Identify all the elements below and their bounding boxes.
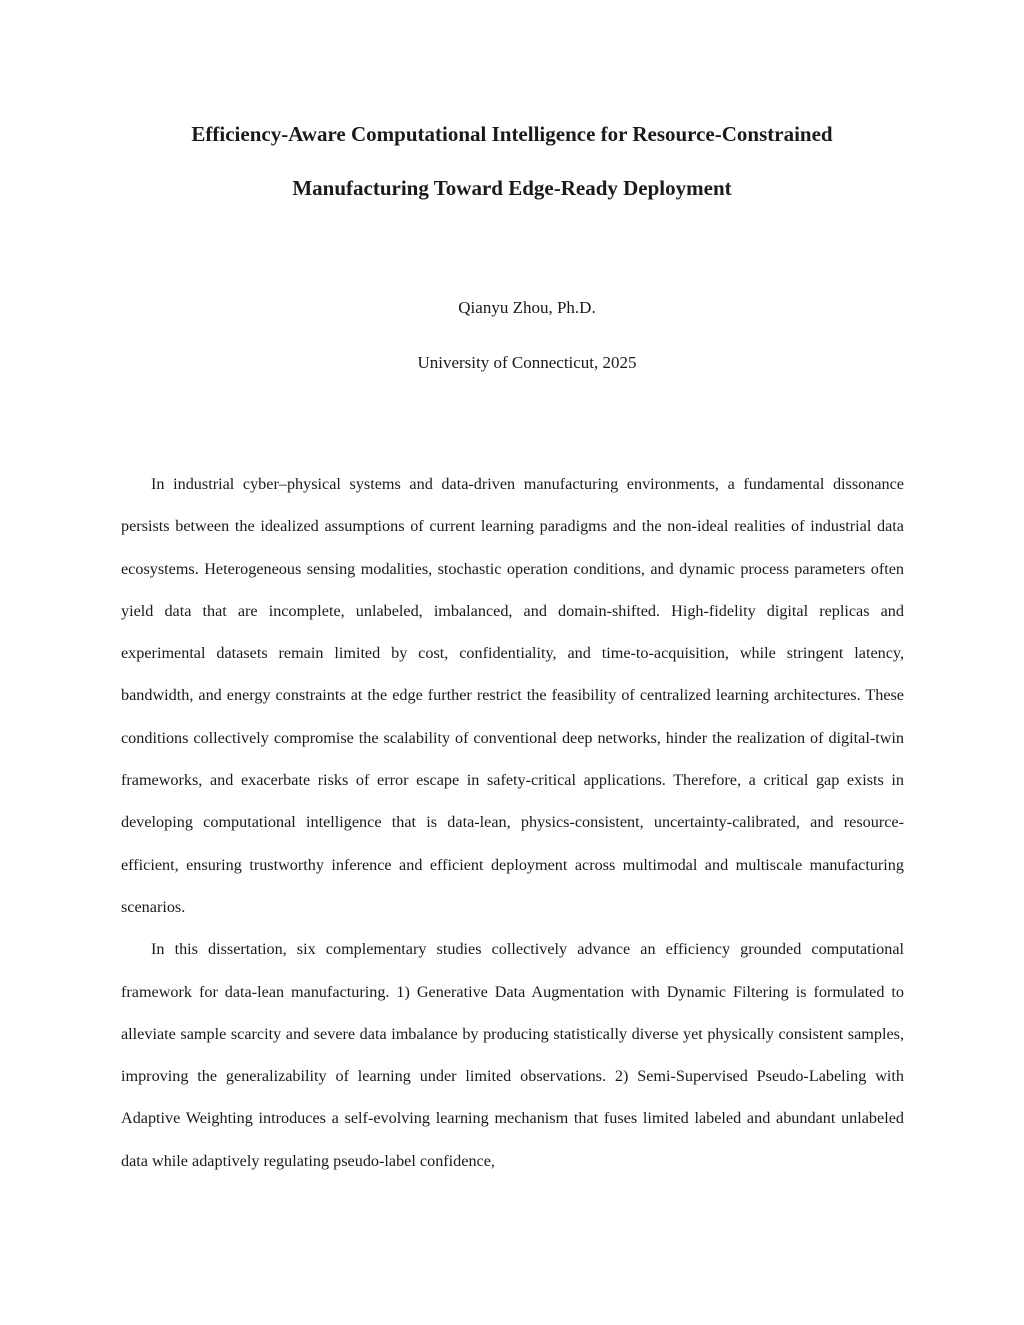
abstract-body [121, 463, 904, 1182]
affiliation: University of Connecticut, 2025 [417, 353, 637, 372]
paragraph-2: In this dissertation, six complementary studies collectively advance an efficiency grounded computational framework for data-lean manufacturing. 1) Generative Data Augmentation with Dynamic Filtering is formulated to alleviate sample scarcity and severe data imbalance by producing statistically diverse yet physically consistent samples, improving the generalizability of learning under limited observations. 2) Semi-Supervised Pseudo-Labeling with Adaptive Weighting introduces a self-evolving learning mechanism that fuses limited labeled and abundant unlabeled data while adaptively regulating pseudo-label confidence, [121, 940, 904, 1170]
paragraph-1: In industrial cyber–physical systems and data-driven manufacturing environments, a fundamental dissonance persists between the idealized assumptions of current learning paradigms and the non-ideal realities of industrial data ecosystems. Heterogeneous sensing modalities, stochastic operation conditions, and dynamic process parameters often yield data that are incomplete, unlabeled, imbalanced, and domain-shifted. High-fidelity digital replicas and experimental datasets remain limited by cost, confidentiality, and time-to-acquisition, while stringent latency, bandwidth, and energy constraints at the edge further restrict the feasibility of centralized learning architectures. These conditions collectively compromise the scalability of conventional deep networks, hinder the realization of digital-twin frameworks, and exacerbate risks of error escape in safety-critical applications. Therefore, a critical gap exists in developing computational intelligence that is data-lean, physics-consistent, uncertainty-calibrated, and resource-efficient, ensuring trustworthy inference and efficient deployment across multimodal and multiscale manufacturing scenarios. [121, 475, 904, 916]
author-name: Qianyu Zhou, Ph.D. [458, 298, 596, 317]
title-line-2: Manufacturing Toward Edge-Ready Deployment [292, 176, 732, 200]
title-line-1: Efficiency-Aware Computational Intelligence for Resource-Constrained [191, 122, 833, 146]
